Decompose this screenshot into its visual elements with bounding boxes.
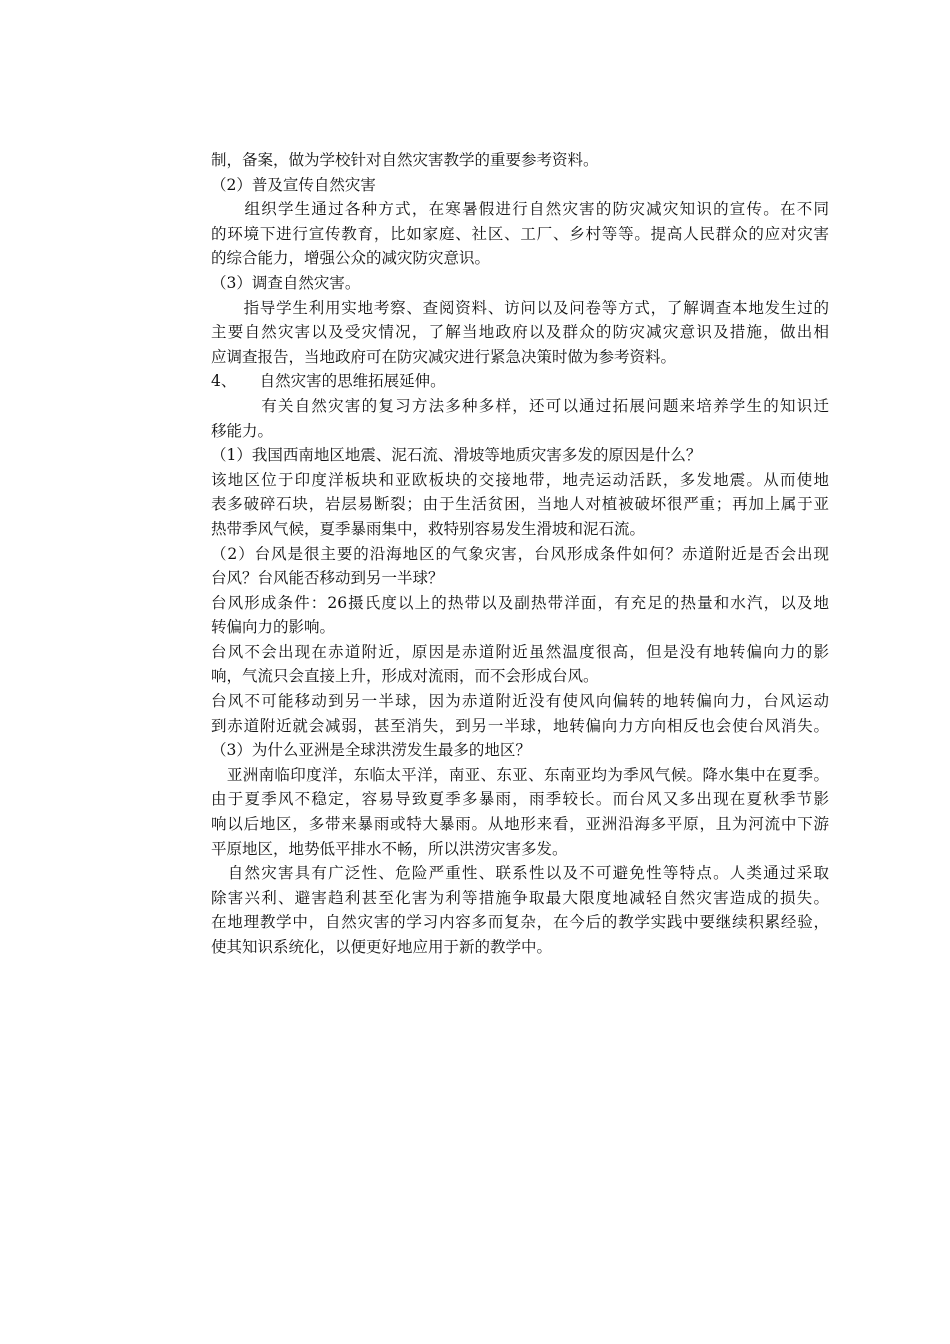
text-line: 该地区位于印度洋板块和亚欧板块的交接地带，地壳运动活跃，多发地震。从而使地 (211, 470, 829, 489)
text-line: 转偏向力的影响。 (211, 618, 336, 637)
text-line: 响以后地区，多带来暴雨或特大暴雨。从地形来看，亚洲沿海多平原，且为河流中下游 (211, 815, 829, 834)
text-line: 表多破碎石块，岩层易断裂；由于生活贫困，当地人对植被破坏很严重；再加上属于亚 (211, 495, 829, 514)
document-body (211, 148, 829, 960)
text-line: （2）台风是很主要的沿海地区的气象灾害，台风形成条件如何？赤道附近是否会出现 (211, 544, 829, 563)
text-line: （3）为什么亚洲是全球洪涝发生最多的地区？ (211, 741, 531, 760)
text-line: 在地理教学中，自然灾害的学习内容多而复杂，在今后的教学实践中要继续积累经验， (211, 913, 829, 932)
text-line: （3）调查自然灾害。 (211, 273, 361, 292)
text-line: 台风形成条件：26摄氏度以上的热带以及副热带洋面，有充足的热量和水汽，以及地 (211, 593, 829, 612)
text-line: 除害兴利、避害趋利甚至化害为利等措施争取最大限度地减轻自然灾害造成的损失。 (211, 888, 829, 907)
text-line: 亚洲南临印度洋，东临太平洋，南亚、东亚、东南亚均为季风气候。降水集中在夏季。 (211, 765, 829, 784)
text-line: （1）我国西南地区地震、泥石流、滑坡等地质灾害多发的原因是什么？ (211, 446, 702, 465)
text-line: 台风？台风能否移动到另一半球？ (211, 569, 444, 588)
text-line: 热带季风气候，夏季暴雨集中，救特别容易发生滑坡和泥石流。 (211, 519, 646, 538)
text-line: 自然灾害具有广泛性、危险严重性、联系性以及不可避免性等特点。人类通过采取 (211, 864, 829, 883)
text-line: 指导学生利用实地考察、查阅资料、访问以及问卷等方式，了解调查本地发生过的 (211, 298, 829, 317)
text-line: 使其知识系统化，以便更好地应用于新的教学中。 (211, 938, 553, 956)
text-line: 的环境下进行宣传教育，比如家庭、社区、工厂、乡村等等。提高人民群众的应对灾害 (211, 224, 829, 243)
text-line: 的综合能力，增强公众的减灾防灾意识。 (211, 249, 491, 268)
text-line: 响，气流只会直接上升，形成对流雨，而不会形成台风。 (211, 667, 599, 686)
text-line: 移能力。 (211, 421, 274, 440)
text-line: 有关自然灾害的复习方法多种多样，还可以通过拓展问题来培养学生的知识迁 (211, 396, 829, 415)
text-line: 4、 自然灾害的思维拓展延伸。 (211, 372, 446, 391)
text-line: 平原地区，地势低平排水不畅，所以洪涝灾害多发。 (211, 839, 568, 858)
text-line: 制，备案，做为学校针对自然灾害教学的重要参考资料。 (211, 151, 599, 169)
text-line: 组织学生通过各种方式，在寒暑假进行自然灾害的防灾减灾知识的宣传。在不同 (211, 200, 829, 219)
text-line: （2）普及宣传自然灾害 (211, 175, 376, 194)
text-line: 台风不可能移动到另一半球，因为赤道附近没有使风向偏转的地转偏向力，台风运动 (211, 692, 829, 711)
text-line: 应调查报告，当地政府可在防灾减灾进行紧急决策时做为参考资料。 (211, 347, 677, 366)
text-line: 由于夏季风不稳定，容易导致夏季多暴雨，雨季较长。而台风又多出现在夏秋季节影 (211, 790, 829, 809)
text-line: 到赤道附近就会减弱，甚至消失，到另一半球，地转偏向力方向相反也会使台风消失。 (211, 716, 829, 735)
text-line: 主要自然灾害以及受灾情况，了解当地政府以及群众的防灾减灾意识及措施，做出相 (211, 323, 829, 342)
text-line: 台风不会出现在赤道附近，原因是赤道附近虽然温度很高，但是没有地转偏向力的影 (211, 642, 829, 661)
